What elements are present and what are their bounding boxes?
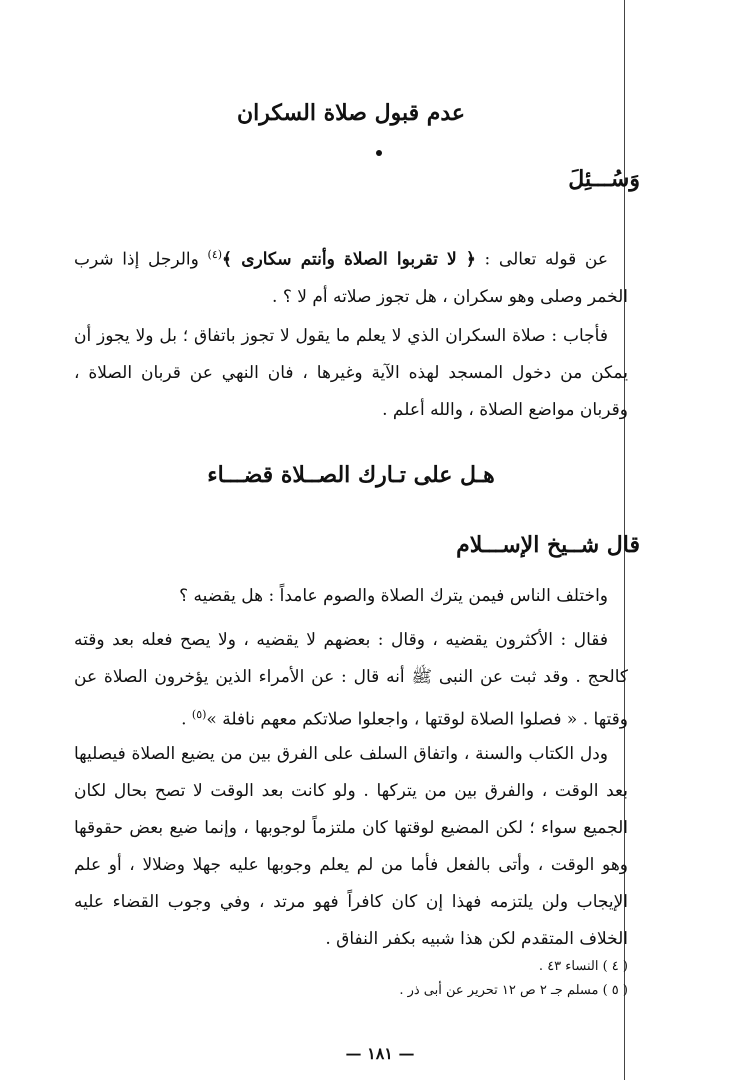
hadith-end: . xyxy=(181,709,192,730)
quran-verse: ﴿ لا تقربوا الصلاة وأنتم سكارى ﴾ xyxy=(222,249,476,270)
question-intro: عن قوله تعالى : xyxy=(475,249,608,270)
question-paragraph xyxy=(74,236,628,316)
footnote-5: ( ٥ ) مسلم جـ ٢ ص ١٢ تحرير عن أبى ذر . xyxy=(399,983,628,998)
difference-paragraph xyxy=(74,578,628,615)
question-label: وَسُـــئِلَ xyxy=(568,166,640,192)
ornament-dot xyxy=(376,150,382,156)
answer-text: فأجاب : صلاة السكران الذي لا يعلم ما يقول لا تجوز باتفاق ؛ بل ولا يجوز أن يمكن من دخول المسجد لهذه الآية وغيرها ، فان النهي عن قربان الصلاة ، وقربان مواضع الصلاة ، والله أعلم . xyxy=(74,326,628,420)
footnote-ref-5: (٥) xyxy=(191,708,207,721)
hadith-paragraph xyxy=(74,622,628,739)
page-number: — ١٨١ — xyxy=(345,1044,415,1063)
difference-text: واختلف الناس فيمن يترك الصلاة والصوم عامداً : هل يقضيه ؟ xyxy=(179,586,608,606)
hadith-text: فقال : الأكثرون يقضيه ، وقال : بعضهم لا يقضيه ، ولا يصح فعله بعد وقته كالحج . وقد ثبت عن النبى ﷺ أنه قال : عن الأمراء الذين يؤخرون الصلاة عن وقتها . « فصلوا الصلاة لوقتها ، واجعلوا صلاتكم معهم نافلة » xyxy=(74,630,628,730)
answer-paragraph xyxy=(74,318,628,429)
evidence-text: ودل الكتاب والسنة ، واتفاق السلف على الفرق بين من يضيع الصلاة فيصليها بعد الوقت ، والفرق بين من يتركها . ولو كانت بعد الوقت لا تصح بحال لكان الجميع سواء ؛ لكن المضيع لوقتها كان ملتزماً لوجوبها ، وإنما ضيع بعض حقوقها وهو الوقت ، وأتى بالفعل فأما من لم يعلم وجوبها عليه جهلا وضلالا ، أو علم الإيجاب ولن يلتزمه فهذا إن كان كافراً فهو مرتد ، وفي وجوب القضاء عليه الخلاف المتقدم لكن هذا شبيه بكفر النفاق . xyxy=(74,744,628,949)
sheikh-label: قال شــيخ الإســـلام xyxy=(456,532,640,558)
section-title-drunk-prayer: عدم قبول صلاة السكران xyxy=(236,100,466,126)
evidence-paragraph xyxy=(74,736,628,958)
question-rest: والرجل إذا شرب الخمر وصلى وهو سكران ، هل تجوز صلاته أم لا ؟ . xyxy=(74,249,628,307)
footnote-4: ( ٤ ) النساء ٤٣ . xyxy=(538,959,628,974)
section-title-missed-prayer: هـل على تـارك الصــلاة قضـــاء xyxy=(207,462,495,488)
footnote-ref-4: (٤) xyxy=(207,248,223,261)
